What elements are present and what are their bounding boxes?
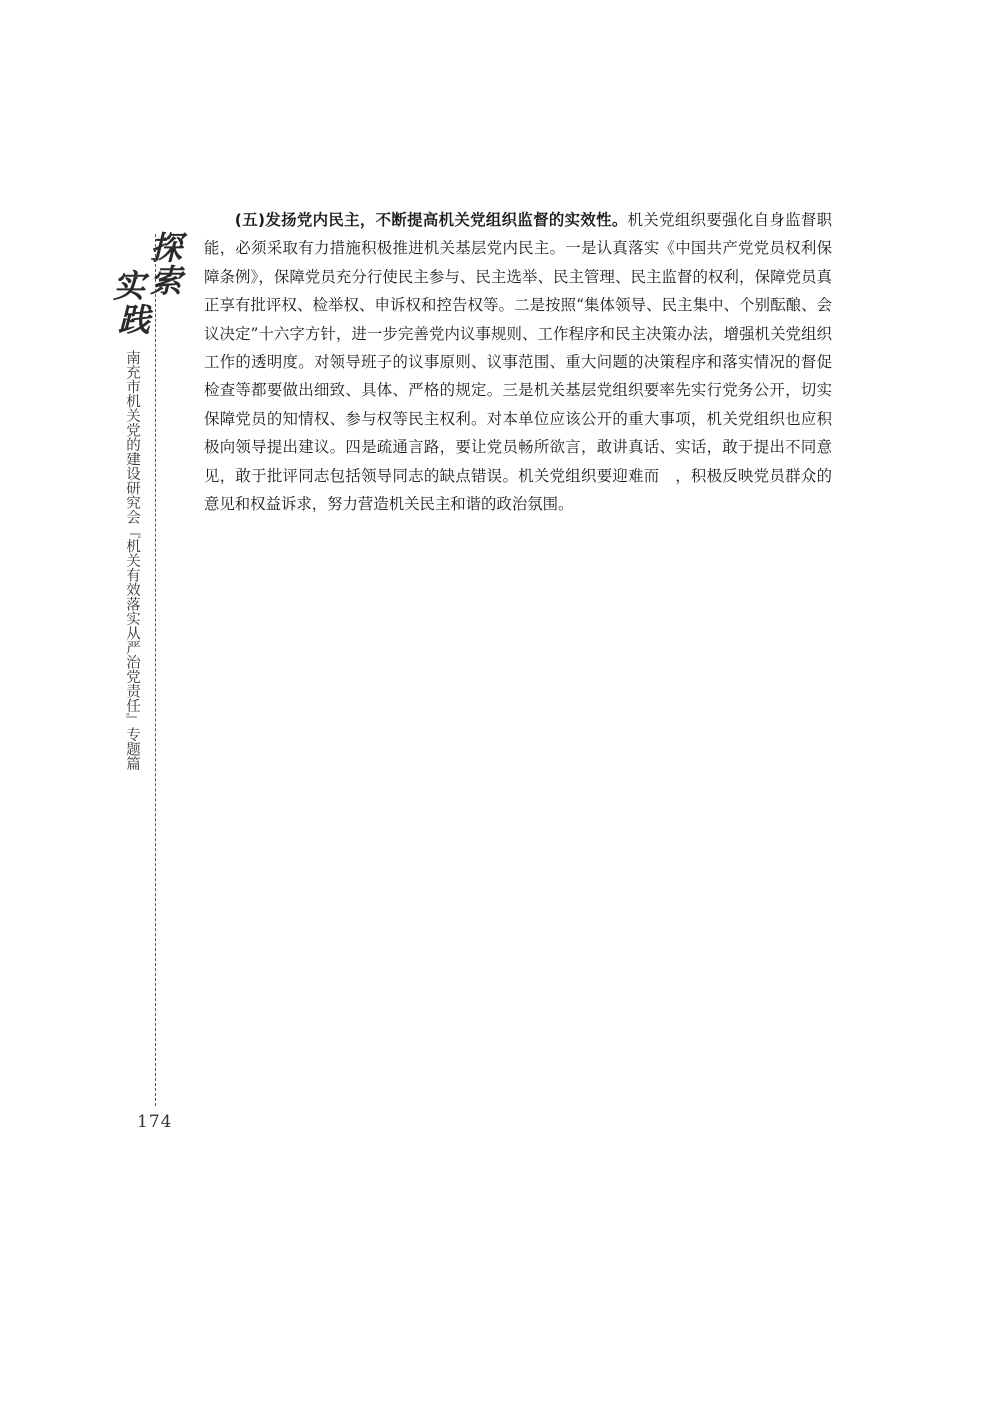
section-body: 机关党组织要强化自身监督职能，必须采取有力措施积极推进机关基层党内民主。一是认真落实《中国共产党党员权利保障条例》，保障党员充分行使民主参与、民主选举、民主管理、民主监督的权利，保障党员真正享有批评权、检举权、申诉权和控告权等。二是按照“集体领导、民主集中、个别酝酿、会议决定”十六字方针，进一步完善党内议事规则、工作程序和民主决策办法，增强机关党组织工作的透明度。对领导班子的议事原则、议事范围、重大问题的决策程序和落实情况的督促检查等都要做出细致、具体、严格的规定。三是机关基层党组织要率先实行党务公开，切实保障党员的知情权、参与权等民主权利。对本单位应该公开的重大事项，机关党组织也应积极向领导提出建议。四是疏通言路，要让党员畅所欲言，敢讲真话、实话，敢于提出不同意见，敢于批评同志包括领导同志的缺点错误。机关党组织要迎难而 ，积极反映党员群众的意见和权益诉求，努力营造机关民主和谐的政治氛围。 [204, 211, 832, 514]
series-subtitle: 南充市机关党的建设研究会『机关有效落实从严治党责任』专题篇 [124, 350, 140, 771]
page-number: 174 [137, 1112, 173, 1132]
section-paragraph [204, 206, 832, 518]
margin-title-char-1: 探 [150, 229, 183, 267]
margin-title-char-4: 践 [118, 301, 151, 339]
margin-divider [155, 234, 156, 1106]
margin-title-char-3: 实 [113, 267, 146, 305]
margin-title-char-2: 索 [150, 262, 183, 300]
section-heading: (五)发扬党内民主，不断提高机关党组织监督的实效性。 [234, 211, 628, 229]
